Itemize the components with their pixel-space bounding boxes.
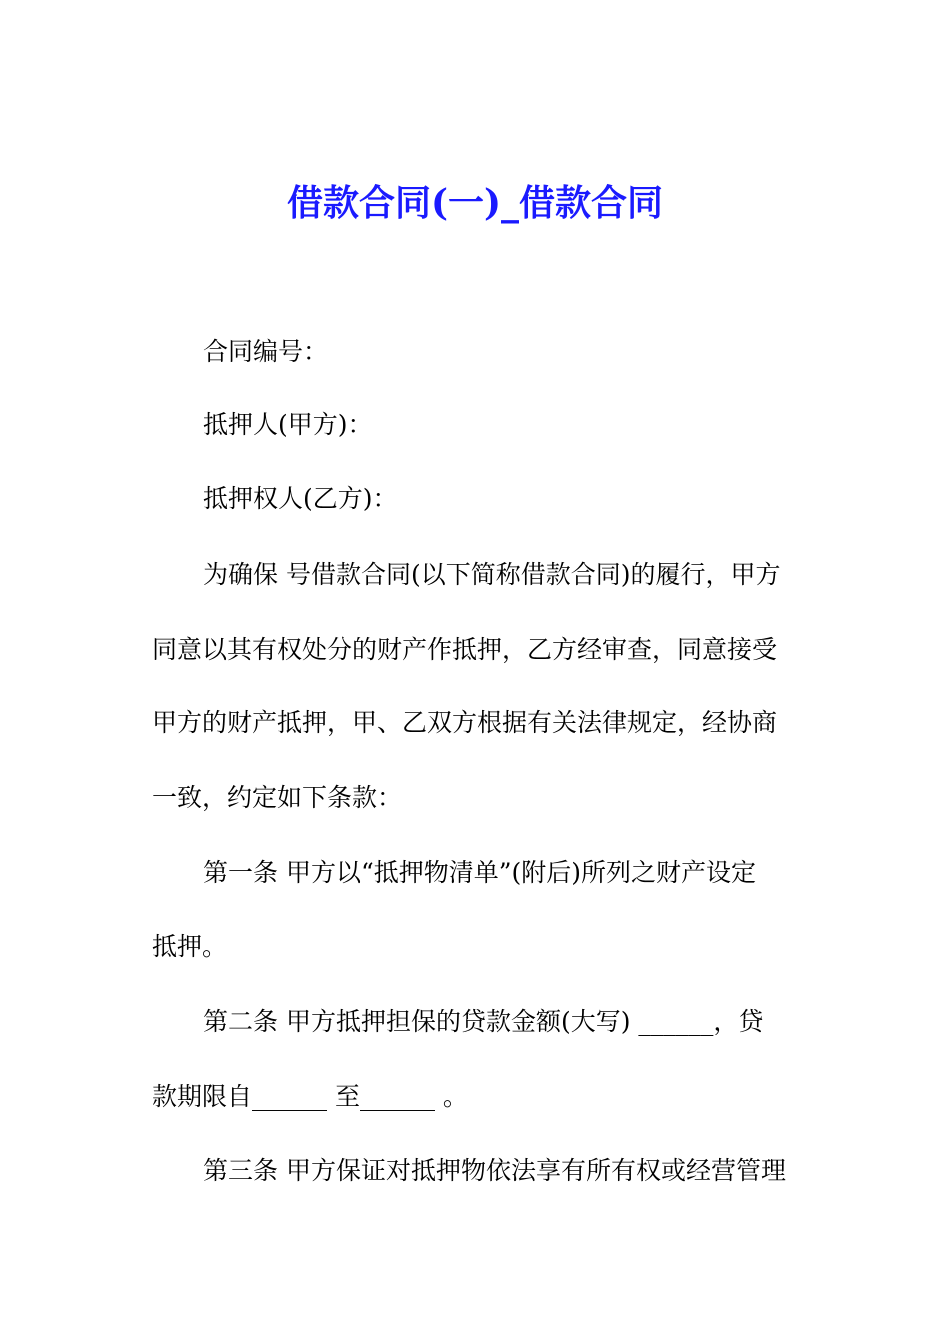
article-1-line-2: 抵押。 [152,932,228,961]
article-3-line-1: 第三条 甲方保证对抵押物依法享有所有权或经营管理 [203,1156,786,1185]
paragraph-mortgagor: 抵押人(甲方)： [203,410,373,439]
paragraph-preamble-line-1: 为确保 号借款合同(以下简称借款合同)的履行，甲方 [203,560,781,589]
document-title: 借款合同(一)_借款合同 [286,182,664,224]
paragraph-contract-number: 合同编号： [203,337,329,366]
article-1-line-1: 第一条 甲方以“抵押物清单”(附后)所列之财产设定 [203,858,757,887]
paragraph-preamble-line-3: 甲方的财产抵押，甲、乙双方根据有关法律规定，经协商 [152,708,778,737]
paragraph-preamble-line-2: 同意以其有权处分的财产作抵押，乙方经审查，同意接受 [152,635,778,664]
article-2-line-1: 第二条 甲方抵押担保的贷款金额(大写) ______，贷 [203,1007,764,1036]
paragraph-preamble-line-4: 一致，约定如下条款： [152,783,403,812]
paragraph-mortgagee: 抵押权人(乙方)： [203,484,398,513]
article-2-line-2: 款期限自______ 至______ 。 [152,1082,468,1111]
